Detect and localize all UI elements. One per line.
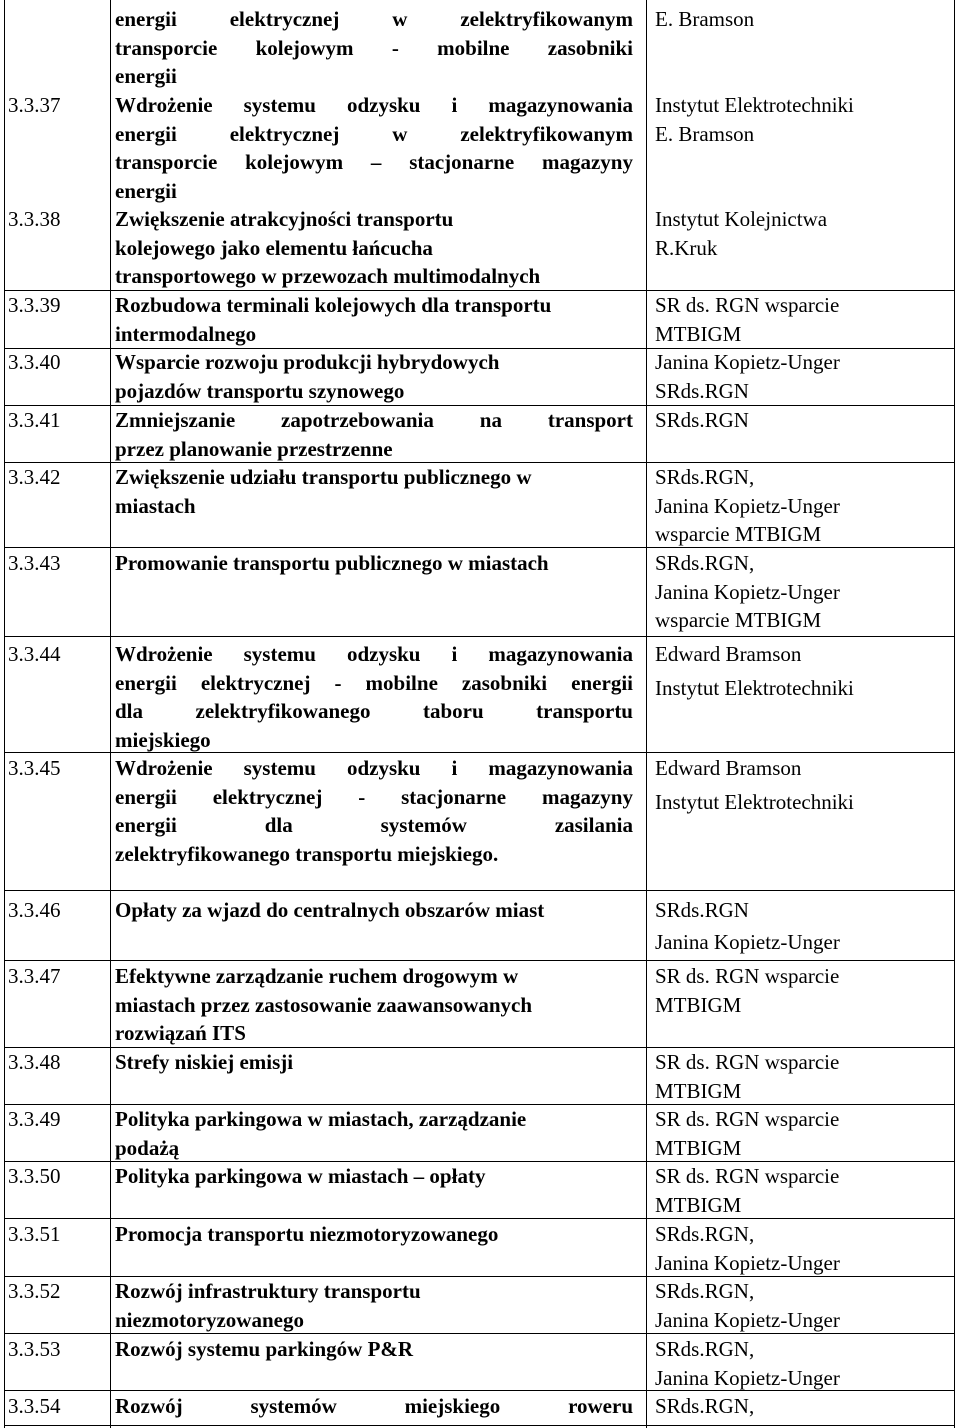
- table-row-title: Wsparcie rozwoju produkcji hybrydowych pojazdów transportu szynowego: [115, 350, 500, 403]
- row-number: 3.3.52: [8, 1279, 61, 1303]
- table-row-responsible: SRds.RGN,: [655, 1394, 755, 1418]
- row-number: 3.3.53: [8, 1337, 61, 1361]
- table-row-responsible: SRds.RGN, Janina Kopietz-Unger wsparcie MTBIGM: [655, 465, 840, 546]
- table-row-responsible: SRds.RGN, Janina Kopietz-Unger wsparcie MTBIGM: [655, 551, 840, 632]
- table-border-left: [4, 0, 5, 1428]
- table-row-title: Zmniejszanie zapotrzebowania na transport przez planowanie przestrzenne: [115, 408, 633, 461]
- table-row-responsible: SR ds. RGN wsparcie MTBIGM: [655, 293, 840, 346]
- row-number: 3.3.46: [8, 898, 61, 922]
- table-row-title: Wdrożenie systemu odzysku i magazynowania energii elektrycznej - stacjonarne magazyny energii dla systemów zasilania zelektryfikowanego transportu miejskiego.: [115, 756, 633, 866]
- table-row-responsible: SR ds. RGN wsparcie MTBIGM: [655, 1107, 840, 1160]
- table-row-title: Zwiększenie atrakcyjności transportu kolejowego jako elementu łańcucha transportowego w przewozach multimodalnych: [115, 207, 541, 288]
- row-number: 3.3.39: [8, 293, 61, 317]
- table-row-responsible: Instytut Elektrotechniki E. Bramson: [655, 93, 854, 146]
- table-row-responsible: SRds.RGN Janina Kopietz-Unger: [655, 898, 840, 954]
- row-number: 3.3.54: [8, 1394, 61, 1418]
- row-number: 3.3.47: [8, 964, 61, 988]
- table-border-right: [954, 0, 955, 1428]
- table-row-title: energii elektrycznej w zelektryfikowanym transporcie kolejowym - mobilne zasobniki energii: [115, 7, 633, 88]
- row-number: 3.3.38: [8, 207, 61, 231]
- row-number: 3.3.48: [8, 1050, 61, 1074]
- row-divider: [4, 1425, 955, 1426]
- row-number: 3.3.49: [8, 1107, 61, 1131]
- row-number: 3.3.43: [8, 551, 61, 575]
- row-divider: [4, 890, 955, 891]
- table-row-responsible: Edward Bramson Instytut Elektrotechniki: [655, 642, 854, 700]
- table-row-title: Polityka parkingowa w miastach, zarządzanie podażą: [115, 1107, 527, 1160]
- table-border-col1: [110, 0, 111, 1428]
- table-row-title: Promocja transportu niezmotoryzowanego: [115, 1222, 499, 1246]
- table-row-responsible: SR ds. RGN wsparcie MTBIGM: [655, 1050, 840, 1103]
- table-row-title: Opłaty za wjazd do centralnych obszarów miast: [115, 898, 545, 922]
- table-row-title: Rozwój systemów miejskiego roweru: [115, 1394, 633, 1418]
- row-number: 3.3.45: [8, 756, 61, 780]
- table-row-title: Strefy niskiej emisji: [115, 1050, 294, 1074]
- row-number: 3.3.41: [8, 408, 61, 432]
- table-row-title: Rozwój systemu parkingów P&R: [115, 1337, 414, 1361]
- table-row-responsible: SRds.RGN: [655, 408, 749, 432]
- table-row-title: Efektywne zarządzanie ruchem drogowym w miastach przez zastosowanie zaawansowanych rozwiązań ITS: [115, 964, 533, 1045]
- row-divider: [4, 636, 955, 637]
- table-row-title: Promowanie transportu publicznego w miastach: [115, 551, 549, 575]
- table-row-responsible: E. Bramson: [655, 7, 755, 31]
- row-number: 3.3.37: [8, 93, 61, 117]
- table-row-responsible: Instytut Kolejnictwa R.Kruk: [655, 207, 828, 260]
- table-row-title: Polityka parkingowa w miastach – opłaty: [115, 1164, 486, 1188]
- table-row-responsible: SRds.RGN, Janina Kopietz-Unger: [655, 1222, 840, 1275]
- row-number: 3.3.51: [8, 1222, 61, 1246]
- table-row-title: Rozbudowa terminali kolejowych dla transportu intermodalnego: [115, 293, 552, 346]
- table-row-title: Rozwój infrastruktury transportu niezmotoryzowanego: [115, 1279, 421, 1332]
- row-number: 3.3.50: [8, 1164, 61, 1188]
- table-row-responsible: SR ds. RGN wsparcie MTBIGM: [655, 964, 840, 1017]
- row-divider: [4, 960, 955, 961]
- table-row-responsible: Janina Kopietz-Unger SRds.RGN: [655, 350, 840, 403]
- row-number: 3.3.40: [8, 350, 61, 374]
- row-number: 3.3.42: [8, 465, 61, 489]
- table-row-title: Zwiększenie udziału transportu publicznego w miastach: [115, 465, 532, 518]
- table-row-responsible: Edward Bramson Instytut Elektrotechniki: [655, 756, 854, 814]
- table-row-title: Wdrożenie systemu odzysku i magazynowania energii elektrycznej - mobilne zasobniki energii dla zelektryfikowanego taboru transportu miejskiego: [115, 642, 633, 752]
- table-row-responsible: SRds.RGN, Janina Kopietz-Unger: [655, 1279, 840, 1332]
- row-number: 3.3.44: [8, 642, 61, 666]
- table-border-col2: [646, 0, 647, 1428]
- table-row-responsible: SR ds. RGN wsparcie MTBIGM: [655, 1164, 840, 1217]
- table-row-responsible: SRds.RGN, Janina Kopietz-Unger: [655, 1337, 840, 1390]
- table-row-title: Wdrożenie systemu odzysku i magazynowania energii elektrycznej w zelektryfikowanym transporcie kolejowym – stacjonarne magazyny energii: [115, 93, 633, 203]
